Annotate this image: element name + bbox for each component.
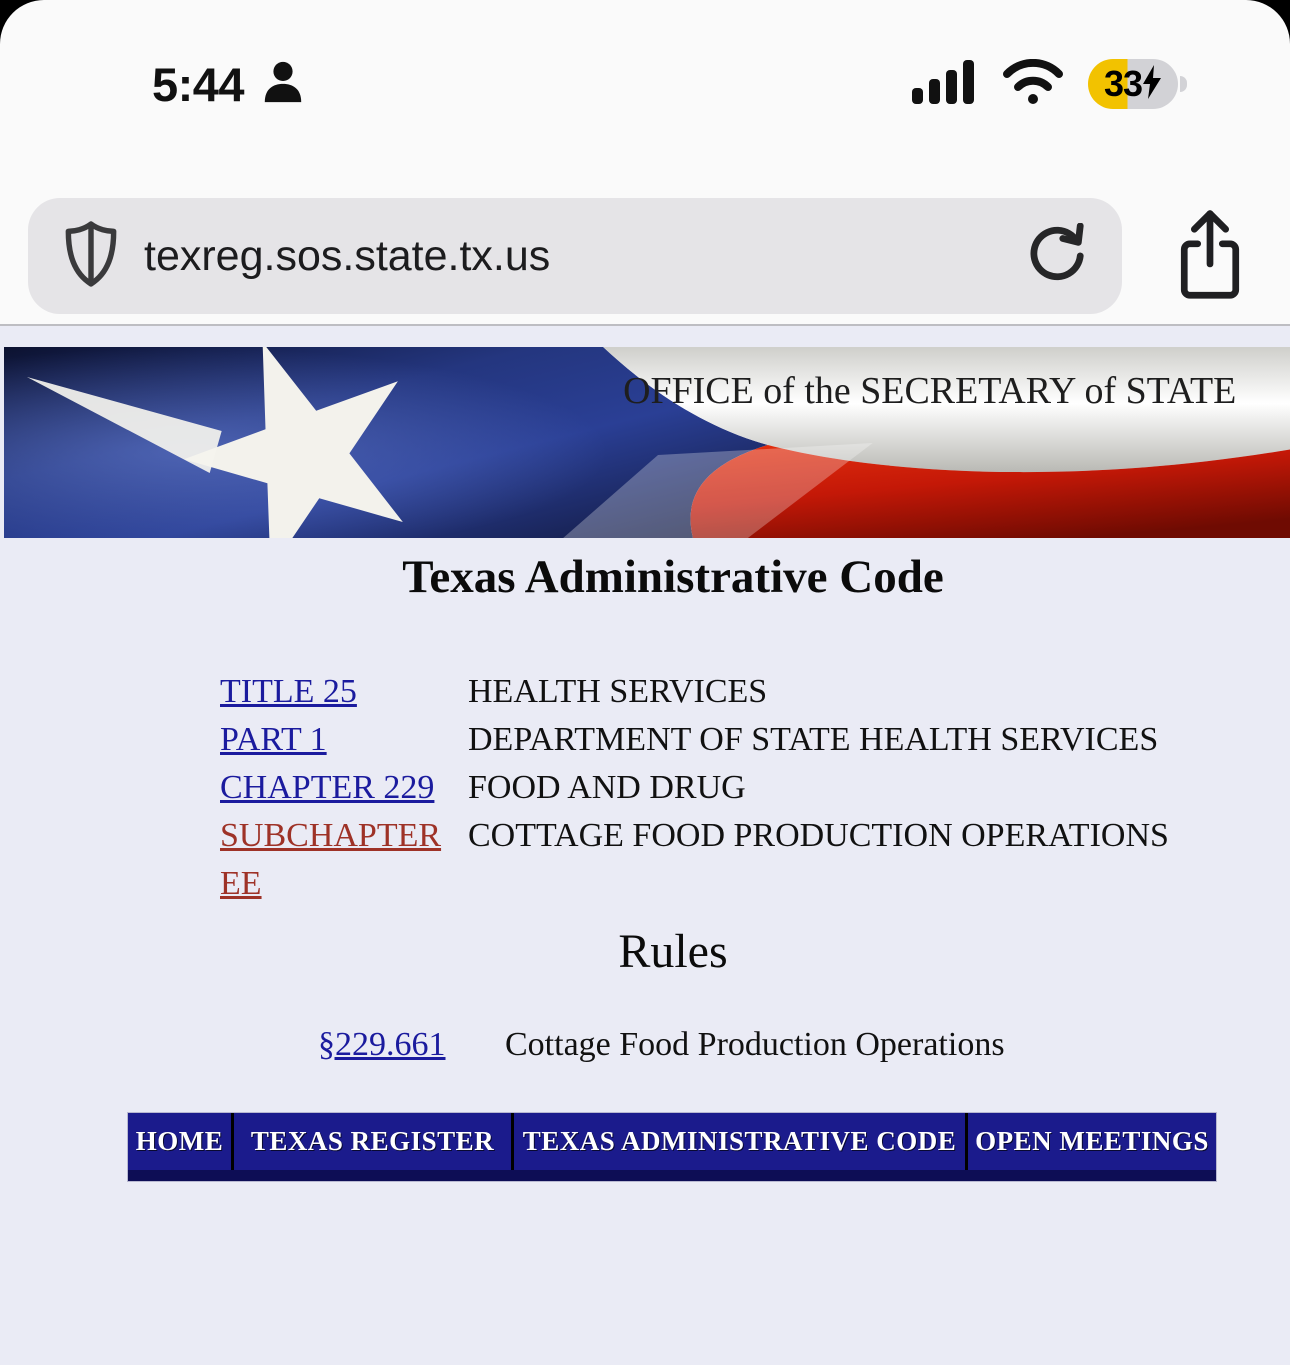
table-row (220, 764, 1290, 812)
nav-texas-register[interactable]: TEXAS REGISTER (234, 1113, 511, 1170)
chapter-229-label: FOOD AND DRUG (468, 769, 746, 806)
chapter-229-link[interactable]: CHAPTER 229 (220, 769, 435, 806)
title-25-label: HEALTH SERVICES (468, 673, 768, 710)
table-row (220, 668, 1290, 716)
share-icon[interactable] (1174, 208, 1246, 307)
charging-bolt-icon (1142, 65, 1162, 104)
table-row (220, 812, 1290, 908)
nav-home[interactable]: HOME (128, 1113, 231, 1170)
title-25-link[interactable]: TITLE 25 (220, 673, 357, 710)
section-229-661-label: Cottage Food Production Operations (505, 1026, 1005, 1063)
reload-icon[interactable] (1026, 223, 1088, 290)
rules-heading: Rules (618, 925, 728, 978)
user-profile-icon (260, 58, 306, 111)
web-content (0, 326, 1290, 1365)
rule-row (318, 1021, 1290, 1069)
site-navbar (128, 1113, 1216, 1181)
code-hierarchy (220, 668, 1290, 908)
banner-office-text: OFFICE of the SECRETARY of STATE (623, 369, 1237, 413)
privacy-shield-icon[interactable] (62, 219, 120, 294)
table-row (220, 716, 1290, 764)
subchapter-ee-label: COTTAGE FOOD PRODUCTION OPERATIONS (468, 817, 1169, 854)
browser-toolbar (0, 150, 1290, 326)
nav-open-meetings[interactable]: OPEN MEETINGS (968, 1113, 1216, 1170)
wifi-icon (1002, 59, 1064, 110)
texas-flag-banner (4, 347, 1290, 538)
status-bar (0, 0, 1290, 150)
battery-percent: 33 (1103, 63, 1143, 104)
page-title: Texas Administrative Code (402, 551, 944, 603)
part-1-link[interactable]: PART 1 (220, 721, 327, 758)
part-1-label: DEPARTMENT OF STATE HEALTH SERVICES (468, 721, 1159, 758)
url-text[interactable]: texreg.sos.state.tx.us (144, 231, 551, 280)
nav-texas-administrative-code[interactable]: TEXAS ADMINISTRATIVE CODE (514, 1113, 965, 1170)
battery-indicator (1088, 59, 1178, 109)
address-bar[interactable] (28, 198, 1122, 314)
clock: 5:44 (152, 57, 245, 111)
cellular-signal-icon (912, 60, 978, 109)
subchapter-ee-link[interactable]: SUBCHAPTER EE (220, 817, 442, 902)
navbar-shadow-strip (128, 1170, 1216, 1181)
section-229-661-link[interactable]: §229.661 (318, 1026, 446, 1063)
